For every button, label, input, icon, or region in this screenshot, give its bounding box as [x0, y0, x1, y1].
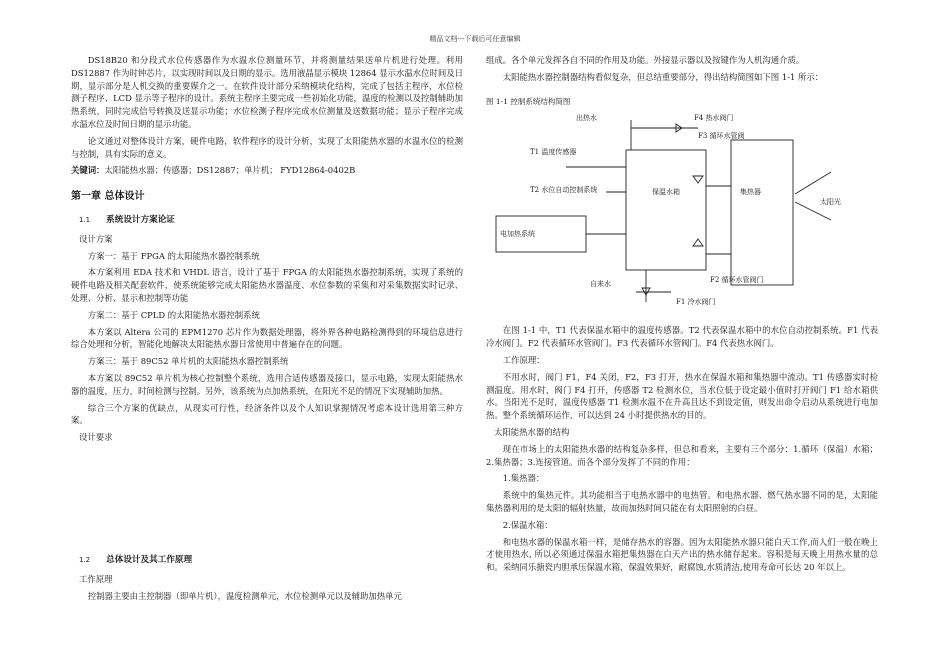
blank-space — [71, 448, 463, 548]
keywords-label: 关键词： — [71, 165, 105, 176]
left-column — [71, 54, 463, 606]
valve-f3 — [693, 176, 703, 183]
collector-box — [731, 140, 793, 285]
section-number: 1.2 — [79, 555, 91, 564]
page-header: 精品文档---下载后可任意编辑 — [429, 35, 521, 43]
work-principle-heading: 工作原理： — [502, 354, 545, 365]
label-f3-valve: F3 循环水管阀 — [698, 132, 745, 141]
collector-heading: 1.集热器： — [502, 473, 545, 484]
diagram-lines — [486, 112, 878, 318]
structure-paragraph: 现在市场上的太阳能热水器的结构复杂多样，但总和看来，主要有三个部分：1.循环（保温）水箱；2.集热器；3.连接管道。而各个部分发挥了不同的作用： — [486, 443, 878, 467]
section-title: 系统设计方案论证 — [106, 214, 175, 225]
chapter-title: 第一章 总体设计 — [71, 191, 145, 203]
keywords-text: 太阳能热水器；传感器；DS12887；单片机； FYD12864-0402B — [104, 165, 356, 176]
tank-heading: 2.保温水箱： — [502, 519, 553, 530]
work-principle-paragraph: 不用水时，阀门 F1，F4 关闭，F2，F3 打开，热水在保温水箱和集热器中流动。T1 传感器实时检测温度。用水时，阀门 F4 打开，传感器 T2 检测水位，当水位低于设定最小值时打开阀门 F1 给水箱供水。当阳光不足时，温度传感器 T1 检测水温不在升高且达不到设定值，则发出命令启动从系统进行电加热。整个系统循环运作，可以达到 24 小时提供热水的目的。 — [486, 371, 878, 421]
label-f4-valve: F4 热水阀门 — [694, 114, 734, 123]
label-t1-sensor: T1 温度传感器 — [530, 148, 577, 157]
plan-1-title: 方案一：基于 FPGA 的太阳能热水器控制系统 — [87, 250, 260, 261]
abstract-paragraph-1: DS18B20 和分段式水位传感器作为水温水位测量环节，并将测量结果送单片机进行处理。利用 DS12887 作为时钟芯片，以实现时间以及日期的显示。选用液晶显示模块 12864 显示水温水位时间及日期，显示部分是人机交换的重要媒介之一。在软件设计部分采纳模块化结构，完成了包括主程序，水位检测子程序、LCD 显示等子程序的设计。系统主程序主要完成一些初始化功能，温度的检测以及控制辅助加热系统，同时完成信号转换及送显示功能；水位检测子程序完成水位测量及送数据功能；显示子程序完成水温水位及时间日期的显示功能。 — [71, 55, 463, 129]
design-requirements-label: 设计要求 — [79, 432, 113, 443]
plan-3-title: 方案三：基于 89C52 单片机的太阳能热水器控制系统 — [87, 356, 289, 367]
label-sunlight: 太阳光 — [820, 198, 841, 207]
right-column — [486, 54, 878, 578]
work-principle-label: 工作原理 — [79, 573, 113, 584]
label-f2-valve: F2 循环水管阀门 — [710, 276, 764, 285]
section-number: 1.1 — [79, 215, 91, 224]
plan-2-title: 方案二：基于 CPLD 的太阳能热水器控制系统 — [87, 309, 260, 320]
plan-1-body: 本方案利用 EDA 技术和 VHDL 语言，设计了基于 FPGA 的太阳能热水器控制系统，实现了系统的硬件电路及相关配套软件，使系统能够完成太阳能热水器温度、水位参数的采集和对采集数据实时记录、处理、分析、显示和控制等功能 — [71, 267, 463, 303]
keywords-line — [71, 164, 463, 177]
tank-paragraph: 和电热水器的保温水箱一样，是储存热水的容器。因为太阳能热水器只能白天工作,而人们一般在晚上才使用热水, 所以必须通过保温水箱把集热器在白天产出的热水储存起来。容积是每天晚上用热水量的总和。采纳同乐搪瓷内胆承压保温水箱，保温效果好，耐腐蚀,水质清洁,使用寿命可长达 20 年以上。 — [486, 536, 878, 573]
label-storage-tank: 保温水箱 — [652, 188, 680, 197]
section-1-2-heading — [71, 554, 463, 567]
section-1-1-heading — [71, 214, 463, 227]
controller-paragraph: 控制器主要由主控制器（即单片机），温度检测单元，水位检测单元以及辅助加热单元 — [87, 590, 402, 601]
label-collector: 集热器 — [740, 188, 761, 197]
figure-caption: 图 1-1 控制系统结构简图 — [486, 96, 571, 106]
figure-explanation-paragraph: 在图 1-1 中，T1 代表保温水箱中的温度传感器。T2 代表保温水箱中的水位自动控制系统。F1 代表冷水阀门。F2 代表循环水管阀门。F3 代表循环水管阀门。F4 代表热水阀门。 — [486, 325, 878, 349]
section-title: 总体设计及其工作原理 — [106, 554, 193, 565]
plan-2-body: 本方案以 Altera 公司的 EPM1270 芯片作为数据处理器，将外界各种电路检测得到的环境信息进行综合处理和分析，智能化地解决太阳能热水器日常使用中普遍存在的问题。 — [71, 326, 463, 350]
valve-f2 — [693, 239, 703, 246]
label-f1-valve: F1 冷水阀门 — [676, 298, 716, 307]
sunlight-ray-1 — [795, 172, 831, 194]
structure-intro-paragraph: 太阳能热水器控制器结构看似复杂，但总结重要部分，得出结构简图如下图 1-1 所示： — [502, 71, 824, 82]
label-hot-outlet: 出热水 — [576, 114, 597, 123]
tank-box — [626, 150, 706, 270]
abstract-paragraph-2: 论文通过对整体设计方案，硬件电路，软件程序的设计分析，实现了太阳能热水器的水温水位的检测与控制，具有实际的意义。 — [71, 135, 463, 159]
summary-paragraph: 综合三个方案的优缺点，从现实可行性，经济条件以及个人知识掌握情况考虑本设计选用第三种方案。 — [71, 402, 463, 426]
label-t2-level: T2 水位自动控制系统 — [530, 186, 598, 195]
design-plan-label: 设计方案 — [79, 233, 113, 244]
continuation-paragraph: 组成。各个单元发挥各自不同的作用及功能。外接显示器以及按键作为人机沟通介质。 — [486, 55, 805, 65]
structure-heading: 太阳能热水器的结构 — [494, 426, 570, 437]
label-tap-water: 自来水 — [590, 280, 611, 289]
plan-3-body: 本方案以 89C52 单片机为核心控制整个系统，选用合适传感器及接口，显示电路，实现太阳能热水器的温度，压力，时间检测与控制。另外，该系统为点加热系统，在阳光不足的情况下实现辅助加热。 — [71, 372, 463, 396]
label-electric-heater: 电加热系统 — [500, 230, 535, 239]
system-structure-diagram — [486, 112, 878, 318]
collector-paragraph: 系统中的集热元件。其功能相当于电热水器中的电热管。和电热水器、燃气热水器不同的是，太阳能集热器利用的是太阳的辐射热量，故而加热时间只能在有太阳照射的白昼。 — [486, 490, 878, 513]
